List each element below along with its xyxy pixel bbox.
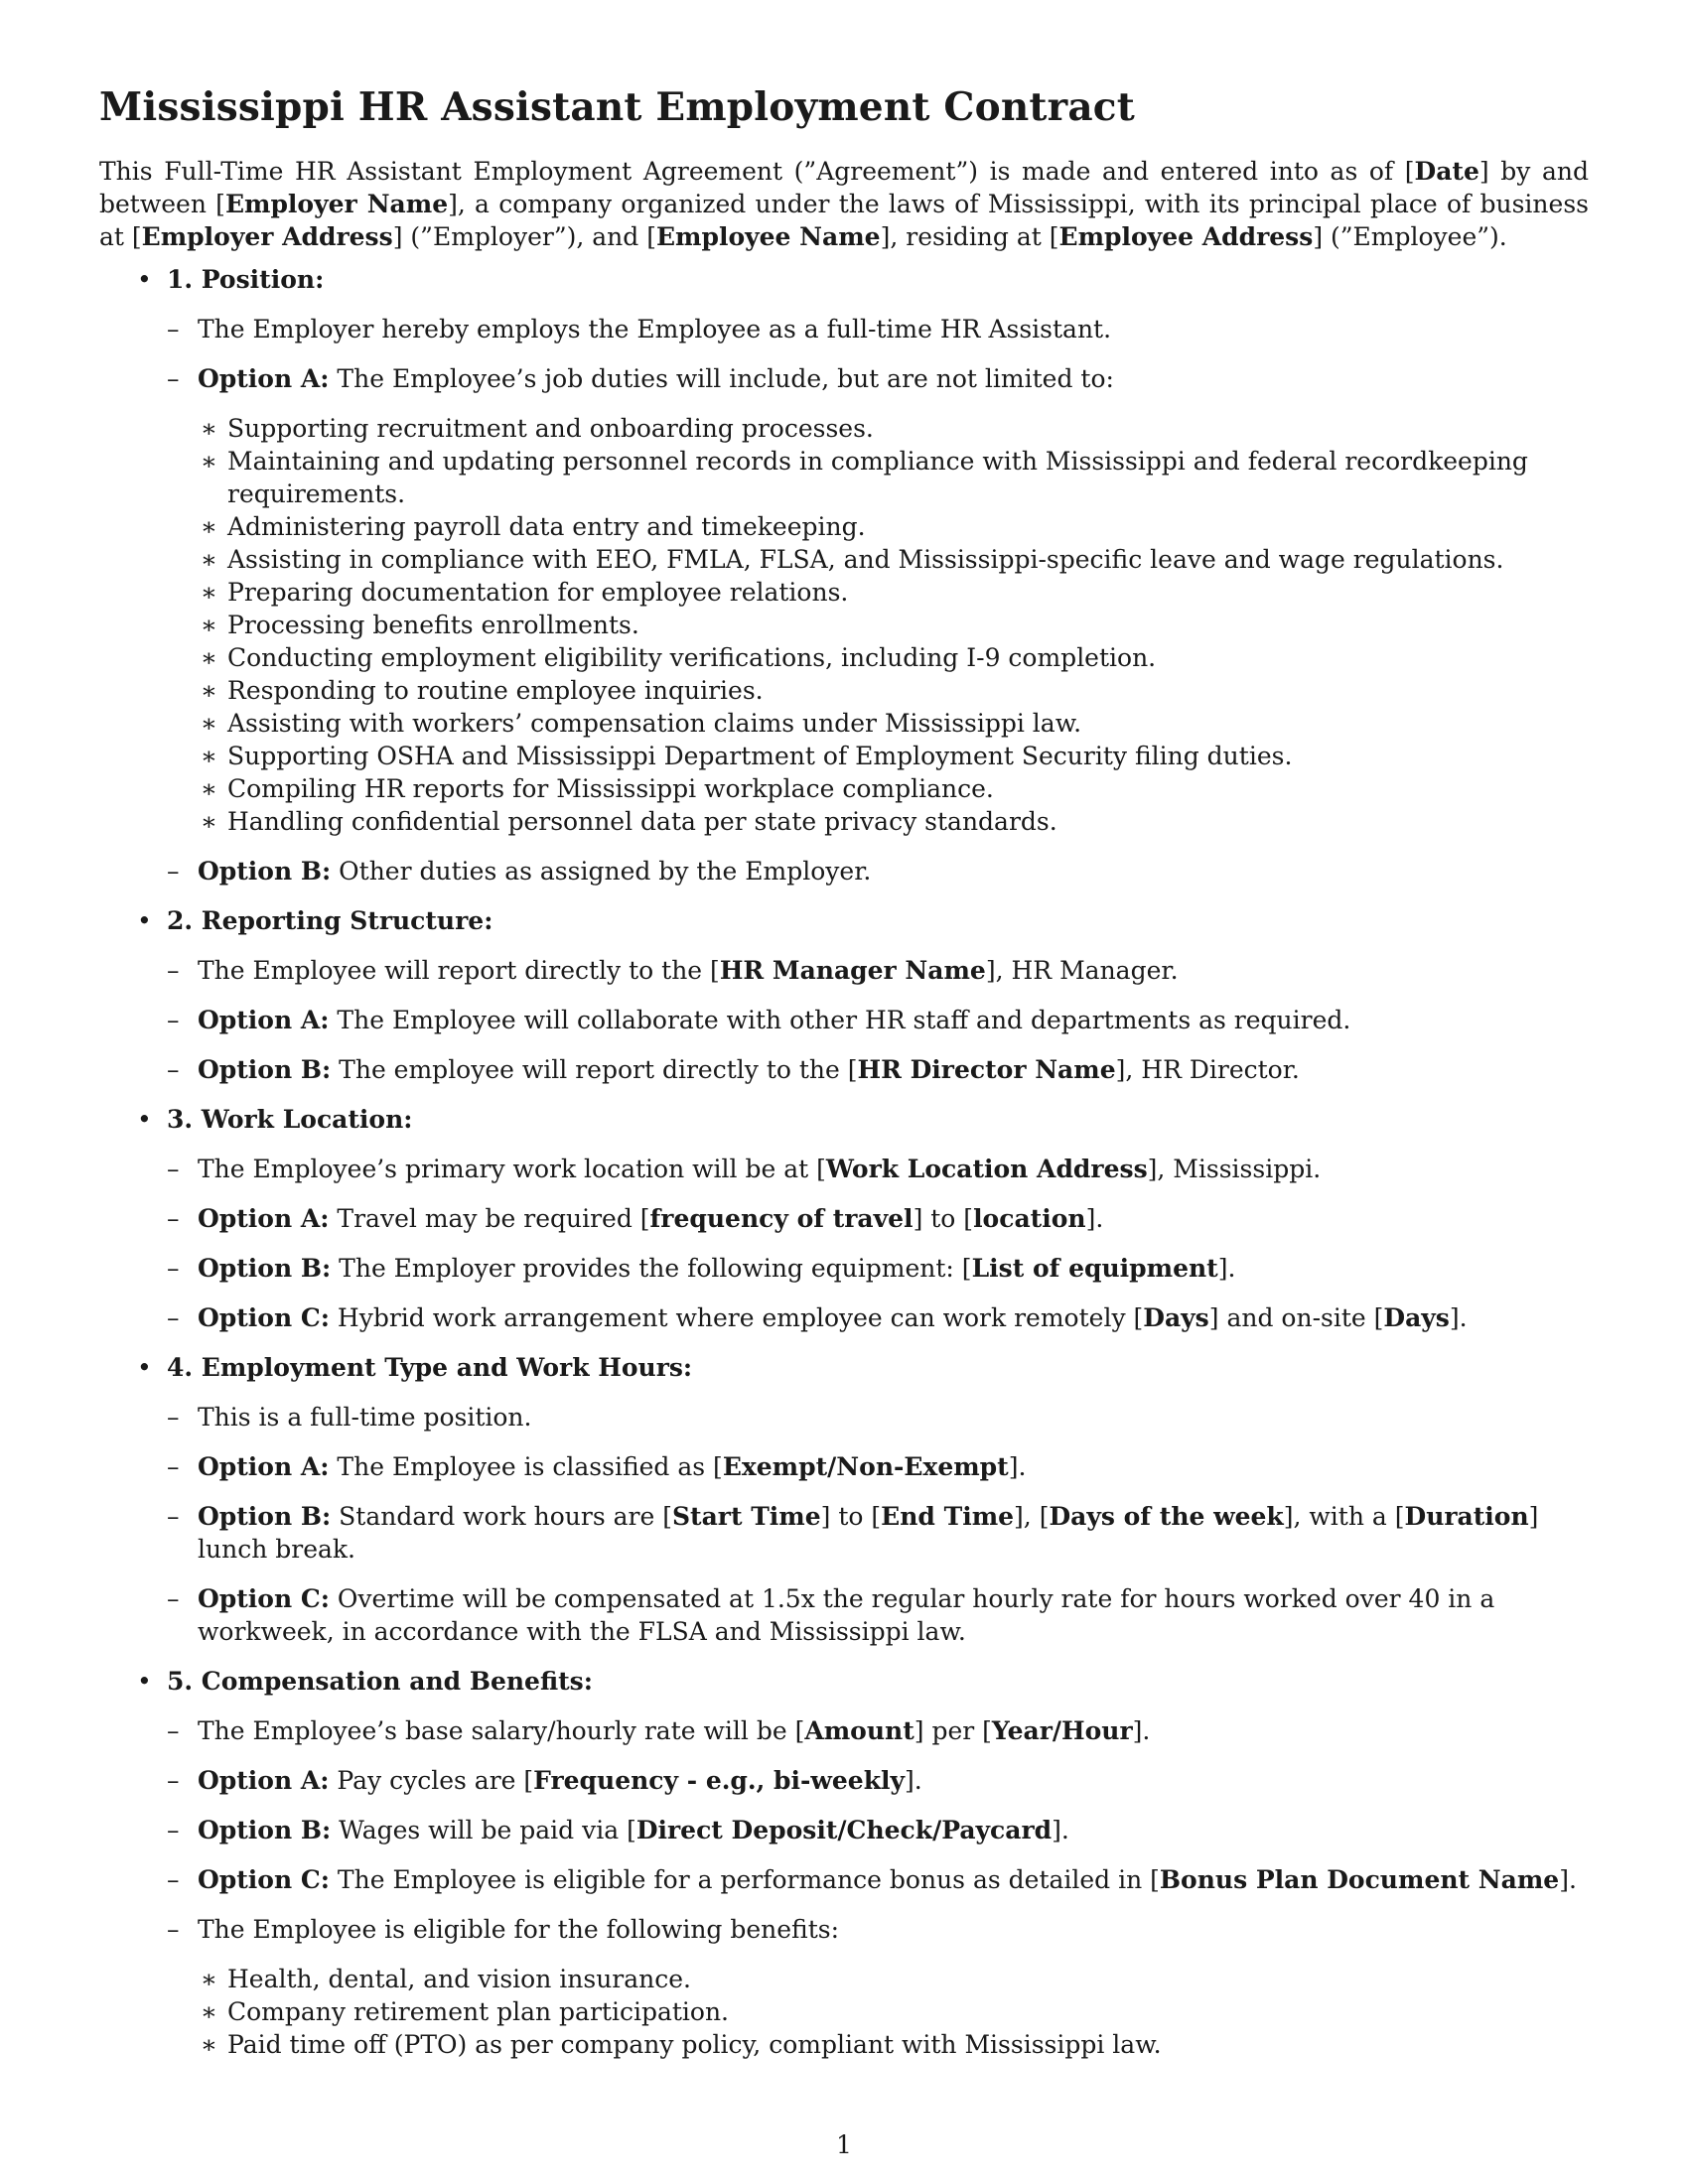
benefits-list <box>198 1963 1589 2061</box>
duty-text: Supporting OSHA and Mississippi Department of Employment Security filing duties. <box>227 742 1293 770</box>
dash-glyph: – <box>167 1303 180 1332</box>
option-label: Option B: <box>198 1055 332 1084</box>
duty-item <box>198 674 1589 707</box>
employee-address-placeholder: Employee Address <box>1058 222 1314 251</box>
section-reporting-structure <box>99 904 1589 1086</box>
bonus-plan-placeholder: Bonus Plan Document Name <box>1159 1865 1560 1894</box>
option-label: Option C: <box>198 1865 330 1894</box>
item-text: This is a full-time position. <box>198 1403 532 1432</box>
location-placeholder: location <box>973 1204 1086 1233</box>
page-number: 1 <box>836 2130 852 2159</box>
item-text: Wages will be paid via [ <box>331 1816 636 1844</box>
star-glyph: ∗ <box>201 774 217 803</box>
section-list <box>99 263 1589 2061</box>
dash-glyph: – <box>167 1452 180 1481</box>
list-item <box>167 1814 1589 1846</box>
option-label: Option A: <box>198 1006 330 1034</box>
benefit-text: Paid time off (PTO) as per company policy, compliant with Mississippi law. <box>227 2030 1162 2059</box>
classification-placeholder: Exempt/Non-Exempt <box>722 1452 1009 1481</box>
item-text: ], [ <box>1014 1502 1050 1531</box>
list-item <box>167 1450 1589 1483</box>
start-time-placeholder: Start Time <box>671 1502 821 1531</box>
hr-manager-placeholder: HR Manager Name <box>719 956 986 985</box>
item-text: Hybrid work arrangement where employee can work remotely [ <box>329 1303 1144 1332</box>
option-label: Option C: <box>198 1584 330 1613</box>
list-item <box>167 313 1589 345</box>
option-label: Option A: <box>198 364 330 393</box>
item-text: ]. <box>1052 1816 1069 1844</box>
star-glyph: ∗ <box>201 742 217 770</box>
employee-name-placeholder: Employee Name <box>655 222 881 251</box>
intro-text: ], a company organized under the laws of Mississippi, with its principal place of business at [ <box>99 190 1589 251</box>
intro-text: ] (”Employer”), and [ <box>392 222 656 251</box>
item-text: ], HR Manager. <box>985 956 1179 985</box>
duty-text: Compiling HR reports for Mississippi workplace compliance. <box>227 774 994 803</box>
dash-glyph: – <box>167 1055 180 1084</box>
duty-item <box>198 576 1589 609</box>
star-glyph: ∗ <box>201 807 217 836</box>
duty-text: Handling confidential personnel data per state privacy standards. <box>227 807 1057 836</box>
dash-glyph: – <box>167 1816 180 1844</box>
section-items <box>167 954 1589 1086</box>
item-text: The Employee’s primary work location will be at [ <box>198 1155 826 1183</box>
item-text: The Employee will report directly to the [ <box>198 956 720 985</box>
section-title: 2. Reporting Structure: <box>167 906 493 935</box>
duty-text: Assisting in compliance with EEO, FMLA, FLSA, and Mississippi-specific leave and wage regulations. <box>227 545 1504 574</box>
bullet-glyph: • <box>137 265 152 294</box>
dash-glyph: – <box>167 1766 180 1795</box>
list-item <box>167 1004 1589 1036</box>
duty-text: Responding to routine employee inquiries. <box>227 676 764 705</box>
duty-text: Maintaining and updating personnel records in compliance with Mississippi and federal recordkeeping requirements. <box>227 447 1528 508</box>
intro-text: ] by and between [ <box>99 157 1589 218</box>
item-text: The Employee will collaborate with other HR staff and departments as required. <box>329 1006 1351 1034</box>
benefit-item <box>198 2028 1589 2061</box>
star-glyph: ∗ <box>201 709 217 738</box>
star-glyph: ∗ <box>201 643 217 672</box>
dash-glyph: – <box>167 315 180 343</box>
pay-frequency-placeholder: Frequency - e.g., bi-weekly <box>533 1766 906 1795</box>
item-text: ]. <box>1085 1204 1104 1233</box>
duty-item <box>198 805 1589 838</box>
item-text: Other duties as assigned by the Employer. <box>331 857 872 886</box>
star-glyph: ∗ <box>201 578 217 607</box>
item-text: ], Mississippi. <box>1147 1155 1322 1183</box>
bullet-glyph: • <box>137 1353 152 1382</box>
item-text: ]. <box>1008 1452 1027 1481</box>
list-item <box>167 1252 1589 1285</box>
section-employment-type <box>99 1351 1589 1648</box>
employer-address-placeholder: Employer Address <box>141 222 393 251</box>
option-label: Option A: <box>198 1204 330 1233</box>
duty-text: Processing benefits enrollments. <box>227 611 639 639</box>
duty-text: Assisting with workers’ compensation claims under Mississippi law. <box>227 709 1082 738</box>
section-items <box>167 1401 1589 1648</box>
period-placeholder: Year/Hour <box>991 1716 1133 1745</box>
bullet-glyph: • <box>137 1667 152 1696</box>
duty-item <box>198 609 1589 641</box>
item-text: ] to [ <box>820 1502 882 1531</box>
intro-text: ], residing at [ <box>880 222 1059 251</box>
duration-placeholder: Duration <box>1404 1502 1529 1531</box>
duty-text: Supporting recruitment and onboarding processes. <box>227 414 874 443</box>
star-glyph: ∗ <box>201 611 217 639</box>
dash-glyph: – <box>167 1915 180 1944</box>
item-text: The employee will report directly to the [ <box>331 1055 858 1084</box>
dash-glyph: – <box>167 1155 180 1183</box>
duty-item <box>198 445 1589 510</box>
dash-glyph: – <box>167 364 180 393</box>
list-item <box>167 1153 1589 1185</box>
list-item <box>167 1500 1589 1566</box>
star-glyph: ∗ <box>201 414 217 443</box>
section-title: 5. Compensation and Benefits: <box>167 1667 593 1696</box>
star-glyph: ∗ <box>201 447 217 476</box>
item-text: ]. <box>1559 1865 1577 1894</box>
option-label: Option C: <box>198 1303 330 1332</box>
benefit-item <box>198 1995 1589 2028</box>
intro-text: This Full-Time HR Assistant Employment Agreement (”Agreement”) is made and entered into as of [ <box>99 157 1415 186</box>
section-items <box>167 313 1589 887</box>
dash-glyph: – <box>167 1006 180 1034</box>
item-text: The Employer hereby employs the Employee as a full-time HR Assistant. <box>198 315 1112 343</box>
item-text: The Employee is eligible for a performance bonus as detailed in [ <box>329 1865 1160 1894</box>
item-text: Standard work hours are [ <box>331 1502 672 1531</box>
dash-glyph: – <box>167 857 180 886</box>
duty-text: Preparing documentation for employee relations. <box>227 578 849 607</box>
duty-item <box>198 412 1589 445</box>
item-text: The Employer provides the following equipment: [ <box>331 1254 972 1283</box>
end-time-placeholder: End Time <box>881 1502 1015 1531</box>
item-text: The Employee’s base salary/hourly rate will be [ <box>198 1716 805 1745</box>
dash-glyph: – <box>167 1204 180 1233</box>
section-work-location <box>99 1103 1589 1334</box>
item-text: The Employee’s job duties will include, but are not limited to: <box>329 364 1114 393</box>
date-placeholder: Date <box>1414 157 1479 186</box>
dash-glyph: – <box>167 1865 180 1894</box>
employer-name-placeholder: Employer Name <box>224 190 449 218</box>
document-page <box>99 83 1589 2078</box>
list-item <box>167 1764 1589 1797</box>
amount-placeholder: Amount <box>804 1716 914 1745</box>
list-item <box>167 362 1589 838</box>
item-text: Overtime will be compensated at 1.5x the regular hourly rate for hours worked over 40 in a workweek, in accordance with the FLSA and Mississippi law. <box>198 1584 1495 1646</box>
star-glyph: ∗ <box>201 1965 217 1993</box>
list-item <box>167 1863 1589 1896</box>
item-text: ], HR Director. <box>1115 1055 1300 1084</box>
list-item <box>167 1913 1589 2061</box>
dash-glyph: – <box>167 1403 180 1432</box>
list-item <box>167 855 1589 887</box>
star-glyph: ∗ <box>201 676 217 705</box>
list-item <box>167 1202 1589 1235</box>
equipment-placeholder: List of equipment <box>971 1254 1218 1283</box>
item-text: ]. <box>1449 1303 1468 1332</box>
dash-glyph: – <box>167 1254 180 1283</box>
duty-item <box>198 543 1589 576</box>
item-text: ]. <box>1217 1254 1236 1283</box>
item-text: Travel may be required [ <box>329 1204 650 1233</box>
duty-item <box>198 772 1589 805</box>
duty-item <box>198 740 1589 772</box>
dash-glyph: – <box>167 1716 180 1745</box>
bullet-glyph: • <box>137 1105 152 1134</box>
section-items <box>167 1714 1589 2061</box>
duties-list <box>198 412 1589 838</box>
bullet-glyph: • <box>137 906 152 935</box>
intro-text: ] (”Employee”). <box>1313 222 1507 251</box>
dash-glyph: – <box>167 956 180 985</box>
benefit-text: Health, dental, and vision insurance. <box>227 1965 692 1993</box>
option-label: Option B: <box>198 857 332 886</box>
star-glyph: ∗ <box>201 2030 217 2059</box>
option-label: Option B: <box>198 1502 332 1531</box>
section-compensation <box>99 1665 1589 2061</box>
duty-text: Administering payroll data entry and timekeeping. <box>227 512 866 541</box>
intro-paragraph <box>99 155 1589 253</box>
page-title: Mississippi HR Assistant Employment Contract <box>99 84 1135 130</box>
duty-item <box>198 510 1589 543</box>
work-location-placeholder: Work Location Address <box>825 1155 1148 1183</box>
section-position <box>99 263 1589 887</box>
item-text: ], with a [ <box>1283 1502 1405 1531</box>
list-item <box>167 1053 1589 1086</box>
item-text: ] lunch break. <box>198 1502 1539 1564</box>
list-item <box>167 1401 1589 1433</box>
travel-frequency-placeholder: frequency of travel <box>649 1204 914 1233</box>
duty-text: Conducting employment eligibility verifications, including I-9 completion. <box>227 643 1157 672</box>
section-title: 3. Work Location: <box>167 1105 413 1134</box>
item-text: ]. <box>1132 1716 1151 1745</box>
option-label: Option A: <box>198 1766 330 1795</box>
benefit-item <box>198 1963 1589 1995</box>
item-text: ] to [ <box>913 1204 974 1233</box>
payment-method-placeholder: Direct Deposit/Check/Paycard <box>635 1816 1053 1844</box>
list-item <box>167 1582 1589 1648</box>
option-label: Option B: <box>198 1254 332 1283</box>
dash-glyph: – <box>167 1584 180 1613</box>
option-label: Option B: <box>198 1816 332 1844</box>
onsite-days-placeholder: Days <box>1383 1303 1450 1332</box>
dash-glyph: – <box>167 1502 180 1531</box>
item-text: Pay cycles are [ <box>329 1766 534 1795</box>
star-glyph: ∗ <box>201 545 217 574</box>
item-text: ] per [ <box>914 1716 992 1745</box>
section-items <box>167 1153 1589 1334</box>
item-text: ] and on-site [ <box>1208 1303 1384 1332</box>
benefit-text: Company retirement plan participation. <box>227 1997 729 2026</box>
item-text: The Employee is eligible for the following benefits: <box>198 1915 840 1944</box>
star-glyph: ∗ <box>201 1997 217 2026</box>
list-item <box>167 954 1589 987</box>
duty-item <box>198 641 1589 674</box>
list-item <box>167 1301 1589 1334</box>
list-item <box>167 1714 1589 1747</box>
hr-director-placeholder: HR Director Name <box>857 1055 1116 1084</box>
star-glyph: ∗ <box>201 512 217 541</box>
duty-item <box>198 707 1589 740</box>
section-title: 1. Position: <box>167 265 325 294</box>
item-text: The Employee is classified as [ <box>329 1452 723 1481</box>
section-title: 4. Employment Type and Work Hours: <box>167 1353 693 1382</box>
item-text: ]. <box>905 1766 922 1795</box>
option-label: Option A: <box>198 1452 330 1481</box>
days-of-week-placeholder: Days of the week <box>1049 1502 1284 1531</box>
remote-days-placeholder: Days <box>1143 1303 1209 1332</box>
